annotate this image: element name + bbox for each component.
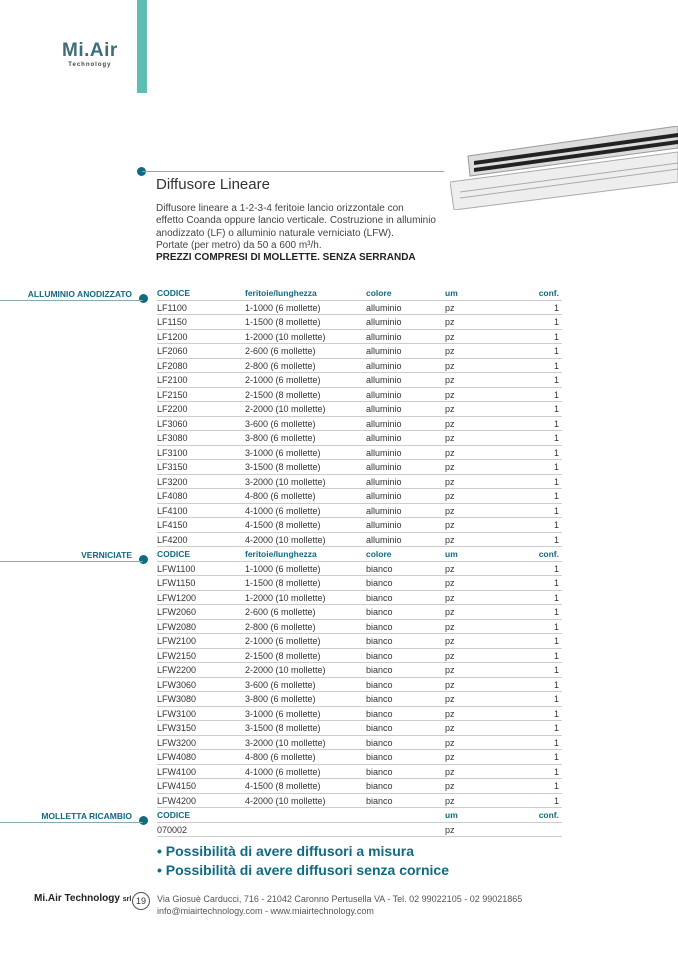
table-cell: pz — [445, 781, 455, 791]
description: Diffusore lineare a 1-2-3-4 feritoie lancio orizzontale con effetto Coanda oppure lancio verticale. Costruzione in alluminio anodizzato (LF) o alluminio naturale verniciato (LFW). Portate (per metro) da 50 a 600 m³/h. PREZZI COMPRESI DI MOLLETTE. SENZA SERRANDA — [156, 203, 436, 264]
accent-bar — [137, 0, 147, 93]
table-cell: pz — [445, 302, 455, 313]
table-cell: 1 — [553, 694, 559, 704]
table-row — [157, 750, 562, 765]
table-cell: 1 — [553, 708, 559, 719]
table-cell: bianco — [366, 592, 393, 603]
table-cell: 1-1000 (6 mollette) — [245, 302, 321, 313]
table-cell: 4-1000 (6 mollette) — [245, 505, 321, 516]
table-header — [157, 286, 562, 301]
table-cell: LFW4100 — [157, 766, 197, 777]
table-cell: LF3080 — [157, 433, 188, 443]
table-cell: 4-800 (6 mollette) — [245, 752, 316, 762]
table-cell: LF3100 — [157, 447, 188, 458]
table-cell: bianco — [366, 781, 393, 791]
table-cell: alluminio — [366, 389, 402, 400]
table-cell: 1 — [553, 737, 559, 748]
table-cell: 3-800 (6 mollette) — [245, 694, 316, 704]
table-cell: pz — [445, 331, 455, 342]
table-row — [157, 721, 562, 736]
table-cell: 3-1000 (6 mollette) — [245, 447, 321, 458]
table-cell: LF1100 — [157, 302, 187, 313]
table-row — [157, 446, 562, 461]
table-cell: LFW3150 — [157, 723, 197, 733]
table-cell: 3-600 (6 mollette) — [245, 679, 316, 690]
table-cell: pz — [445, 607, 455, 617]
table-cell: 1 — [553, 592, 559, 603]
table-cell: pz — [445, 694, 455, 704]
table-row — [157, 823, 562, 838]
table-cell: alluminio — [366, 331, 402, 342]
table-cell: pz — [445, 592, 455, 603]
table-cell: LFW2060 — [157, 607, 197, 617]
table-cell: 2-1000 (6 mollette) — [245, 375, 321, 385]
table-cell: 3-600 (6 mollette) — [245, 418, 316, 429]
table-cell: 1 — [553, 534, 559, 545]
section-label: ALLUMINIO ANODIZZATO — [27, 289, 132, 299]
table-cell: 1 — [553, 433, 559, 443]
table-cell: pz — [445, 418, 455, 429]
table-cell: pz — [445, 578, 455, 588]
table-cell: pz — [445, 491, 455, 501]
table-cell: pz — [445, 534, 455, 545]
table-cell: 1 — [553, 491, 559, 501]
table-cell: 1 — [553, 346, 559, 356]
table-cell: 1-1000 (6 mollette) — [245, 563, 321, 574]
table-cell: 1 — [553, 360, 559, 371]
table-cell: pz — [445, 563, 455, 574]
table-row — [157, 315, 562, 330]
table-cell: LF3060 — [157, 418, 188, 429]
section-dot — [139, 816, 148, 825]
table-cell: alluminio — [366, 317, 402, 327]
table-cell: 3-2000 (10 mollette) — [245, 476, 326, 487]
table-row — [157, 562, 562, 577]
table-row — [157, 576, 562, 591]
table-cell: LF2100 — [157, 375, 188, 385]
table-row — [157, 779, 562, 794]
table-row — [157, 489, 562, 504]
table-cell: 1 — [553, 607, 559, 617]
table-cell: pz — [445, 737, 455, 748]
divider — [142, 171, 444, 172]
table-row — [157, 678, 562, 693]
table-cell: 4-800 (6 mollette) — [245, 491, 316, 501]
table-cell: 1 — [553, 795, 559, 806]
table-cell: LF4200 — [157, 534, 188, 545]
table-cell: bianco — [366, 636, 393, 646]
table-cell: LF1200 — [157, 331, 188, 342]
table-cell: 4-1000 (6 mollette) — [245, 766, 321, 777]
table-row — [157, 431, 562, 446]
table-cell: LF4080 — [157, 491, 188, 501]
table-cell: pz — [445, 621, 455, 632]
table-cell: bianco — [366, 665, 393, 675]
table-header — [157, 808, 562, 823]
table-cell: LF2080 — [157, 360, 188, 371]
table-cell: pz — [445, 317, 455, 327]
column-header: um — [445, 549, 458, 559]
table-row — [157, 518, 562, 533]
table-cell: LF2200 — [157, 404, 188, 414]
column-header: conf. — [538, 549, 559, 559]
table-cell: 2-800 (6 mollette) — [245, 360, 316, 371]
section-divider — [0, 300, 143, 301]
table-cell: alluminio — [366, 433, 402, 443]
table-cell: alluminio — [366, 462, 402, 472]
column-header: conf. — [538, 810, 559, 820]
section-divider — [0, 822, 143, 823]
table-cell: pz — [445, 433, 455, 443]
table-cell: 1 — [553, 563, 559, 574]
table-cell: LFW4200 — [157, 795, 197, 806]
table-cell: LF3150 — [157, 462, 188, 472]
product-image — [450, 126, 678, 210]
table-cell: bianco — [366, 694, 393, 704]
table-cell: 3-1500 (8 mollette) — [245, 462, 321, 472]
table-cell: alluminio — [366, 302, 402, 313]
table-cell: 1 — [553, 447, 559, 458]
table-cell: LFW2080 — [157, 621, 197, 632]
column-header: colore — [366, 549, 392, 559]
table-cell: 1-1500 (8 mollette) — [245, 317, 321, 327]
column-header: CODICE — [157, 810, 191, 820]
table-cell: 1 — [553, 418, 559, 429]
table-cell: alluminio — [366, 476, 402, 487]
table-cell: bianco — [366, 795, 393, 806]
table-cell: 1 — [553, 766, 559, 777]
table-cell: pz — [445, 679, 455, 690]
table-cell: 1-2000 (10 mollette) — [245, 592, 326, 603]
table-row — [157, 344, 562, 359]
table-cell: pz — [445, 520, 455, 530]
table-cell: 4-2000 (10 mollette) — [245, 534, 326, 545]
table-cell: bianco — [366, 621, 393, 632]
table-cell: pz — [445, 723, 455, 733]
table-cell: 1 — [553, 317, 559, 327]
table-header — [157, 547, 562, 562]
page-number: 19 — [132, 892, 150, 910]
table-cell: pz — [445, 766, 455, 777]
table-row — [157, 330, 562, 345]
note-no-frame: • Possibilità di avere diffusori senza cornice — [157, 862, 449, 878]
table-cell: bianco — [366, 708, 393, 719]
table-row — [157, 460, 562, 475]
section-label: MOLLETTA RICAMBIO — [41, 811, 132, 821]
table-cell: pz — [445, 375, 455, 385]
table-cell: 3-1000 (6 mollette) — [245, 708, 321, 719]
table-cell: LFW2100 — [157, 636, 197, 646]
table-row — [157, 707, 562, 722]
table-cell: 1 — [553, 578, 559, 588]
table-cell: bianco — [366, 723, 393, 733]
table-row — [157, 301, 562, 316]
table-cell: LF1150 — [157, 317, 187, 327]
table-cell: LFW1150 — [157, 578, 196, 588]
table-cell: 1-2000 (10 mollette) — [245, 331, 326, 342]
section-dot — [139, 555, 148, 564]
footer-web: info@miairtechnology.com - www.miairtechnology.com — [157, 906, 374, 916]
section-label: VERNICIATE — [81, 550, 132, 560]
table-cell: LFW3060 — [157, 679, 197, 690]
table-cell: pz — [445, 462, 455, 472]
table-row — [157, 649, 562, 664]
table-cell: LFW3080 — [157, 694, 197, 704]
table-row — [157, 634, 562, 649]
table-cell: alluminio — [366, 360, 402, 371]
table-cell: 1 — [553, 476, 559, 487]
table-cell: 070002 — [157, 824, 188, 835]
table-cell: 2-800 (6 mollette) — [245, 621, 316, 632]
table-cell: LFW1200 — [157, 592, 197, 603]
table-row — [157, 402, 562, 417]
table-cell: alluminio — [366, 505, 402, 516]
column-header: feritoie/lunghezza — [245, 288, 317, 298]
table-cell: LFW4150 — [157, 781, 197, 791]
logo: Mi.Air Technology — [62, 40, 118, 68]
table-cell: alluminio — [366, 418, 402, 429]
table-cell: bianco — [366, 679, 393, 690]
table-cell: LF2060 — [157, 346, 188, 356]
table-cell: 4-1500 (8 mollette) — [245, 520, 321, 530]
table-cell: alluminio — [366, 534, 402, 545]
table-cell: pz — [445, 447, 455, 458]
column-header: feritoie/lunghezza — [245, 549, 317, 559]
table-cell: 2-2000 (10 mollette) — [245, 665, 326, 675]
table-cell: 3-2000 (10 mollette) — [245, 737, 326, 748]
table-cell: 1 — [553, 781, 559, 791]
column-header: colore — [366, 288, 392, 298]
column-header: conf. — [538, 288, 559, 298]
table-cell: LFW1100 — [157, 563, 196, 574]
table-cell: 4-1500 (8 mollette) — [245, 781, 321, 791]
table-cell: 1-1500 (8 mollette) — [245, 578, 321, 588]
table-cell: alluminio — [366, 375, 402, 385]
table-cell: pz — [445, 505, 455, 516]
table-row — [157, 388, 562, 403]
table-row — [157, 663, 562, 678]
table-cell: 1 — [553, 404, 559, 414]
table-cell: bianco — [366, 650, 393, 661]
column-header: um — [445, 810, 458, 820]
table-cell: 1 — [553, 665, 559, 675]
table-cell: 1 — [553, 331, 559, 342]
table-row — [157, 620, 562, 635]
section-divider — [0, 561, 143, 562]
table-cell: 2-600 (6 mollette) — [245, 607, 316, 617]
table-cell: alluminio — [366, 346, 402, 356]
table-row — [157, 591, 562, 606]
table-cell: alluminio — [366, 447, 402, 458]
table-cell: 1 — [553, 650, 559, 661]
table-row — [157, 765, 562, 780]
table-row — [157, 504, 562, 519]
page-title: Diffusore Lineare — [156, 176, 270, 193]
table-row — [157, 533, 562, 548]
table-cell: LFW2150 — [157, 650, 197, 661]
table-cell: pz — [445, 665, 455, 675]
table-cell: 1 — [553, 723, 559, 733]
table-cell: 4-2000 (10 mollette) — [245, 795, 326, 806]
table-cell: LF2150 — [157, 389, 188, 400]
footer-address: Via Giosuè Carducci, 716 - 21042 Caronno Pertusella VA - Tel. 02 99022105 - 02 99021865 — [157, 894, 523, 904]
table-cell: LF3200 — [157, 476, 188, 487]
column-header: um — [445, 288, 458, 298]
table-cell: 2-600 (6 mollette) — [245, 346, 316, 356]
note-custom-size: • Possibilità di avere diffusori a misura — [157, 843, 414, 859]
column-header: CODICE — [157, 549, 191, 559]
table-cell: bianco — [366, 563, 393, 574]
table-cell: 1 — [553, 752, 559, 762]
table-row — [157, 475, 562, 490]
table-cell: LF4100 — [157, 505, 188, 516]
table-cell: 3-1500 (8 mollette) — [245, 723, 321, 733]
table-cell: pz — [445, 360, 455, 371]
table-cell: 1 — [553, 302, 559, 313]
table-cell: alluminio — [366, 404, 402, 414]
table-cell: bianco — [366, 737, 393, 748]
table-cell: 1 — [553, 375, 559, 385]
table-cell: 1 — [553, 636, 559, 646]
table-cell: pz — [445, 795, 455, 806]
table-cell: bianco — [366, 766, 393, 777]
table-cell: pz — [445, 824, 455, 835]
table-cell: 1 — [553, 679, 559, 690]
table-cell: 2-1500 (8 mollette) — [245, 650, 321, 661]
table-cell: bianco — [366, 607, 393, 617]
table-cell: alluminio — [366, 491, 402, 501]
table-cell: pz — [445, 752, 455, 762]
table-row — [157, 417, 562, 432]
table-cell: bianco — [366, 578, 393, 588]
table-cell: pz — [445, 476, 455, 487]
table-cell: pz — [445, 708, 455, 719]
table-cell: 1 — [553, 621, 559, 632]
table-cell: pz — [445, 650, 455, 661]
table-cell: pz — [445, 404, 455, 414]
table-cell: bianco — [366, 752, 393, 762]
section-dot — [139, 294, 148, 303]
table-cell: LFW3200 — [157, 737, 197, 748]
table-row — [157, 794, 562, 809]
table-cell: pz — [445, 346, 455, 356]
table-cell: LFW3100 — [157, 708, 197, 719]
table-cell: 2-1000 (6 mollette) — [245, 636, 321, 646]
table-row — [157, 736, 562, 751]
table-cell: 1 — [553, 505, 559, 516]
table-cell: 3-800 (6 mollette) — [245, 433, 316, 443]
table-cell: alluminio — [366, 520, 402, 530]
table-row — [157, 359, 562, 374]
table-cell: LF4150 — [157, 520, 188, 530]
footer-company: Mi.Air Technology srl — [34, 893, 132, 904]
table-cell: pz — [445, 636, 455, 646]
table-cell: pz — [445, 389, 455, 400]
table-row — [157, 605, 562, 620]
table-cell: 1 — [553, 520, 559, 530]
table-cell: 1 — [553, 462, 559, 472]
table-cell: LFW2200 — [157, 665, 197, 675]
column-header: CODICE — [157, 288, 191, 298]
table-cell: 2-1500 (8 mollette) — [245, 389, 321, 400]
table-row — [157, 373, 562, 388]
table-cell: 2-2000 (10 mollette) — [245, 404, 326, 414]
table-row — [157, 692, 562, 707]
table-cell: LFW4080 — [157, 752, 197, 762]
table-cell: 1 — [553, 389, 559, 400]
